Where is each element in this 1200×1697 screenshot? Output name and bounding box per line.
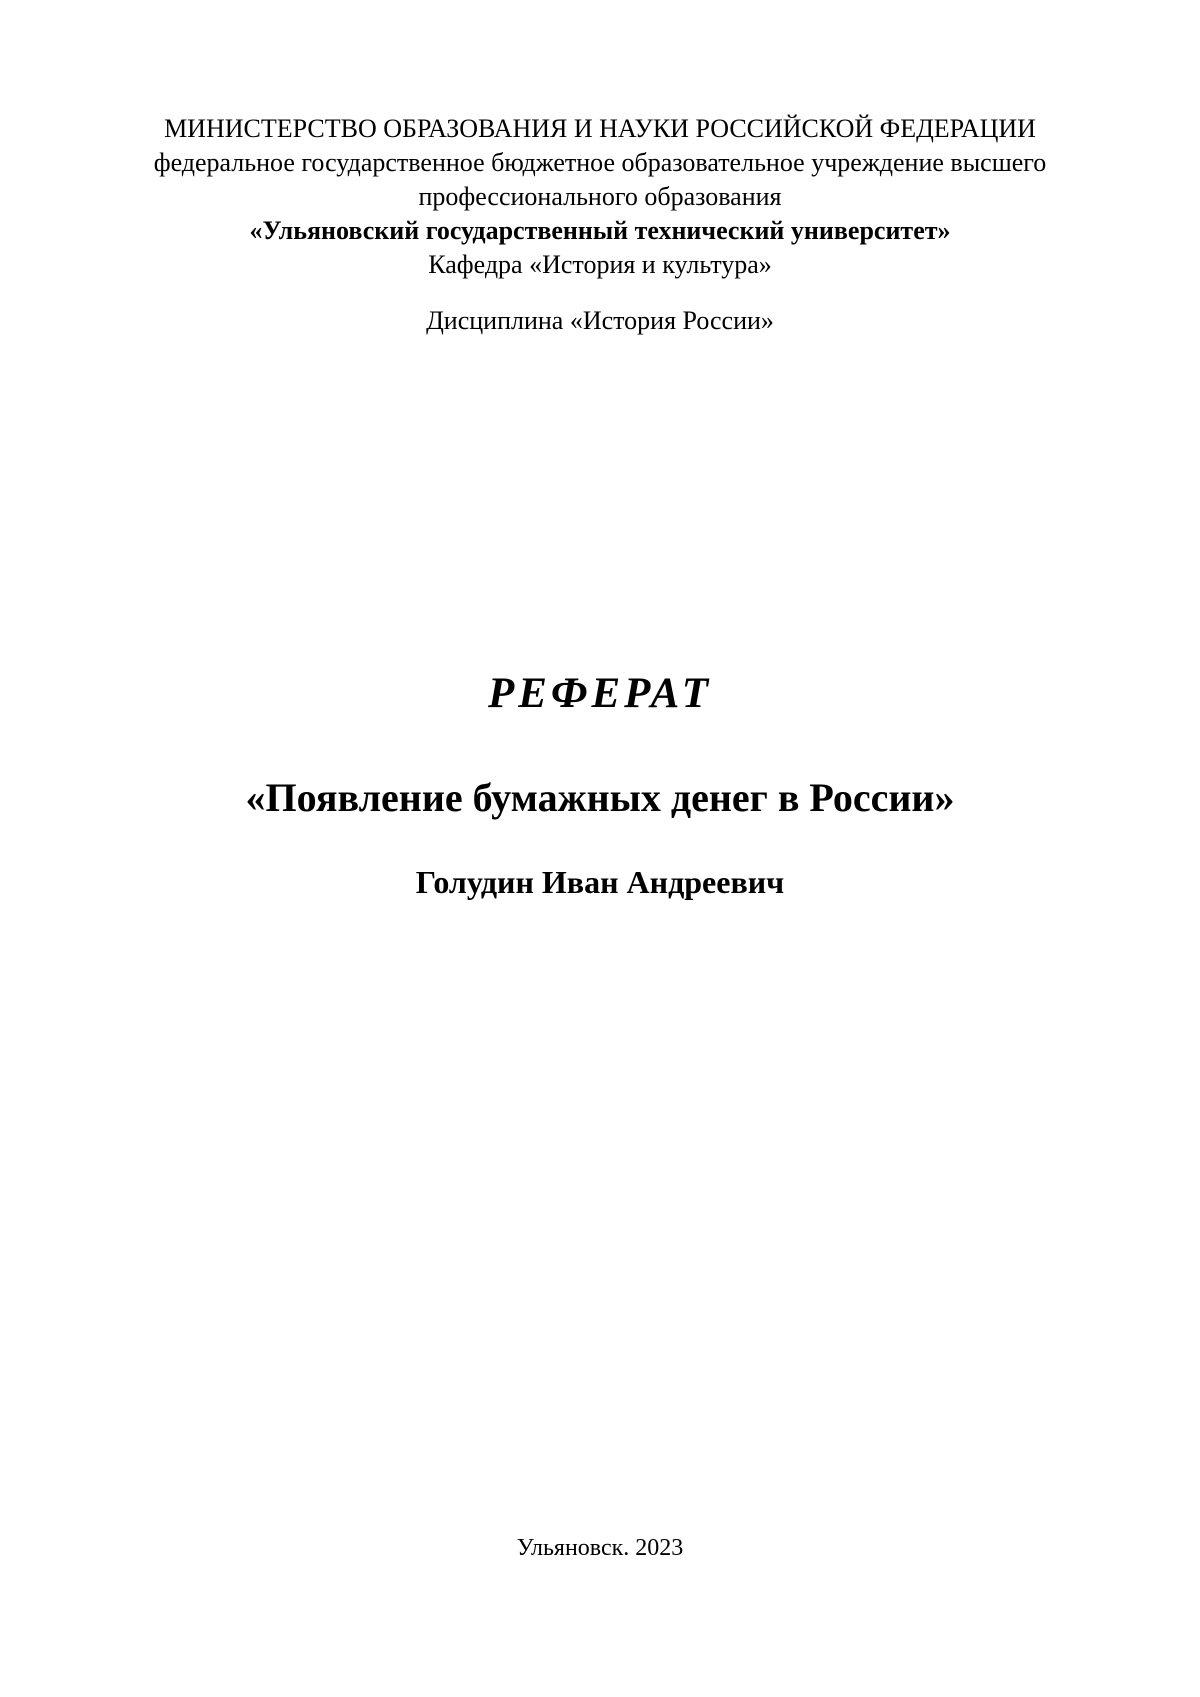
institution-type-line-1: федеральное государственное бюджетное образовательное учреждение высшего (153, 148, 1047, 177)
city-year: Ульяновск. 2023 (516, 1535, 684, 1561)
ministry-name: МИНИСТЕРСТВО ОБРАЗОВАНИЯ И НАУКИ РОССИЙСКОЙ ФЕДЕРАЦИИ (164, 114, 1036, 143)
university-name: «Ульяновский государственный технический университет» (249, 216, 951, 245)
document-type-heading: РЕФЕРАТ (488, 670, 712, 717)
discipline-name: Дисциплина «История России» (426, 306, 774, 335)
institution-type-line-2: профессионального образования (418, 182, 782, 211)
title-page-header (0, 112, 1200, 282)
department-name: Кафедра «История и культура» (428, 250, 772, 279)
document-title: «Появление бумажных денег в России» (245, 775, 955, 820)
author-name: Голудин Иван Андреевич (415, 864, 785, 900)
